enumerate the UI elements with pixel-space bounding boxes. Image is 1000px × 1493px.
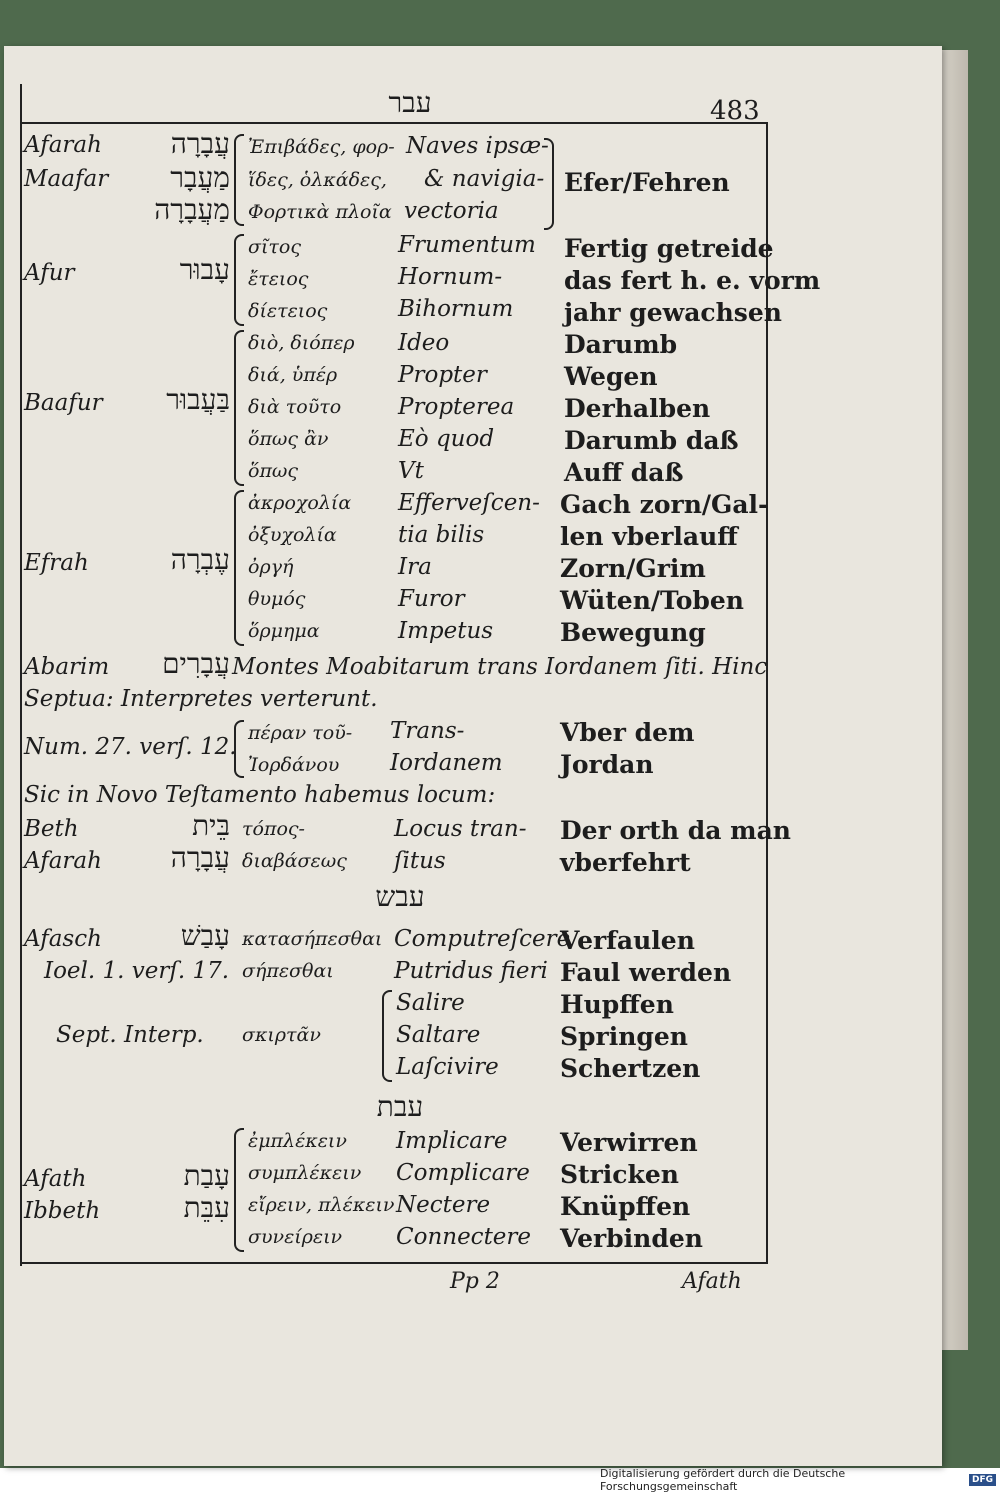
german-gloss: Hupffen bbox=[560, 990, 674, 1019]
scripture-reference: Num. 27. verſ. 12. bbox=[24, 734, 237, 760]
brace bbox=[234, 134, 244, 226]
brace bbox=[234, 720, 244, 778]
greek-term: ὅπως bbox=[248, 460, 299, 482]
brace bbox=[234, 1128, 244, 1252]
running-text: Septua: Interpretes verterunt. bbox=[24, 686, 378, 712]
latin-gloss: Computreſcere bbox=[394, 926, 571, 952]
greek-term: ἐμπλέκειν bbox=[248, 1130, 347, 1152]
german-gloss: Gach zorn/Gal- bbox=[560, 490, 769, 519]
german-gloss: Darumb daß bbox=[564, 426, 739, 455]
brace bbox=[234, 234, 244, 326]
latin-gloss: Connectere bbox=[396, 1224, 532, 1250]
greek-term: διά, ὑπέρ bbox=[248, 364, 338, 386]
latin-gloss: Impetus bbox=[398, 618, 494, 644]
headword-hebrew: בַּעֲבוּר bbox=[166, 383, 230, 416]
german-gloss: Vber dem bbox=[560, 718, 695, 747]
greek-term: διαβάσεως bbox=[242, 850, 347, 872]
digitization-credit bbox=[600, 1467, 996, 1493]
headword-latin: Afath bbox=[24, 1166, 87, 1192]
greek-term: κατασήπεσθαι bbox=[242, 928, 383, 950]
german-gloss: das fert h. e. vorm bbox=[564, 266, 821, 295]
german-gloss: Bewegung bbox=[560, 618, 706, 647]
headword-hebrew: עֲבָרָה bbox=[170, 127, 230, 160]
greek-term: ἔτειος bbox=[248, 268, 309, 290]
headword-hebrew: עִבֵּת bbox=[183, 1191, 230, 1224]
german-gloss: Jordan bbox=[560, 750, 654, 779]
greek-term: ὅπως ἂν bbox=[248, 428, 329, 450]
section-heading: עבש bbox=[375, 880, 425, 913]
greek-term: Ἐπιβάδες, φορ- bbox=[248, 136, 395, 158]
latin-gloss: ſitus bbox=[394, 848, 446, 874]
running-text: Montes Moabitarum trans Iordanem ſiti. Hinc bbox=[232, 654, 768, 680]
latin-gloss: & navigia- bbox=[424, 166, 545, 192]
brace bbox=[544, 138, 554, 230]
greek-term: συμπλέκειν bbox=[248, 1162, 362, 1184]
greek-term: συνείρειν bbox=[248, 1226, 343, 1248]
greek-term: τόπος- bbox=[242, 818, 305, 840]
headword-latin: Afarah bbox=[24, 132, 102, 158]
greek-term: σήπεσθαι bbox=[242, 960, 334, 982]
latin-gloss: Bihornum bbox=[398, 296, 514, 322]
headword-latin: Afasch bbox=[24, 926, 102, 952]
brace bbox=[234, 330, 244, 486]
headword-hebrew: עָבַשׁ bbox=[180, 919, 230, 952]
latin-gloss: Trans- bbox=[390, 718, 465, 744]
headword-latin: Afur bbox=[24, 260, 75, 286]
headword-hebrew: עֲבָרָה bbox=[170, 841, 230, 874]
dfg-logo: DFG bbox=[969, 1474, 996, 1486]
german-gloss: Wegen bbox=[564, 362, 658, 391]
greek-term: Φορτικὰ πλοῖα bbox=[248, 201, 392, 223]
greek-term: πέραν τοῦ- bbox=[248, 722, 353, 744]
frame-bottom-rule bbox=[20, 1262, 768, 1264]
headword-hebrew: עֶבְרָה bbox=[170, 543, 230, 576]
german-gloss: Darumb bbox=[564, 330, 678, 359]
signature-mark: Pp 2 bbox=[450, 1269, 500, 1294]
page-number: 483 bbox=[710, 96, 760, 126]
latin-gloss: Frumentum bbox=[398, 232, 536, 258]
german-gloss: Der orth da man bbox=[560, 816, 791, 845]
greek-term: δίετειος bbox=[248, 300, 328, 322]
greek-term: διὰ τοῦτο bbox=[248, 396, 342, 418]
german-gloss: Faul werden bbox=[560, 958, 732, 987]
frame-top-rule bbox=[20, 122, 768, 124]
german-gloss: Verfaulen bbox=[560, 926, 695, 955]
greek-term: ἀκροχολία bbox=[248, 492, 352, 514]
latin-gloss: Efferveſcen- bbox=[398, 490, 540, 516]
latin-gloss: Ira bbox=[398, 554, 432, 580]
german-gloss: Zorn/Grim bbox=[560, 554, 706, 583]
page-content bbox=[20, 84, 821, 1299]
latin-gloss: Implicare bbox=[396, 1128, 508, 1154]
german-gloss: Fertig getreide bbox=[564, 234, 774, 263]
german-gloss: Auff daß bbox=[564, 458, 684, 487]
german-gloss: Wüten/Toben bbox=[560, 586, 744, 615]
scripture-reference: Ioel. 1. verſ. 17. bbox=[44, 958, 230, 984]
latin-gloss: Iordanem bbox=[390, 750, 503, 776]
headword-latin: Beth bbox=[24, 816, 79, 842]
greek-term: Ἰορδάνου bbox=[248, 754, 340, 776]
running-text: Sic in Novo Teſtamento habemus locum: bbox=[24, 782, 496, 808]
headword-hebrew: בֵּית bbox=[192, 809, 230, 842]
greek-term: ὅρμημα bbox=[248, 620, 320, 642]
german-gloss: vberfehrt bbox=[560, 848, 691, 877]
latin-gloss: Complicare bbox=[396, 1160, 530, 1186]
greek-term: ἵδες, ὁλκάδες, bbox=[248, 169, 387, 191]
headword-hebrew: עֲבָרִים bbox=[162, 647, 230, 680]
credit-text: Digitalisierung gefördert durch die Deutsche Forschungsgemeinschaft bbox=[600, 1467, 846, 1493]
latin-gloss: Hornum- bbox=[398, 264, 503, 290]
headword-hebrew: מַעֲבָר bbox=[170, 161, 230, 194]
german-gloss: Derhalben bbox=[564, 394, 711, 423]
german-gloss: len vberlauff bbox=[560, 522, 738, 551]
catchword: Afath bbox=[682, 1269, 742, 1294]
german-gloss: Verwirren bbox=[560, 1128, 698, 1157]
latin-gloss: Laſcivire bbox=[396, 1054, 499, 1080]
headword-hebrew: עָבַת bbox=[183, 1159, 230, 1192]
next-page-edge bbox=[940, 50, 968, 1350]
latin-gloss: Putridus fieri bbox=[394, 958, 548, 984]
latin-gloss: Naves ipsæ- bbox=[406, 133, 549, 159]
headword-latin: Maafar bbox=[24, 166, 109, 192]
greek-term: σκιρτᾶν bbox=[242, 1024, 321, 1046]
running-head: עבר bbox=[388, 86, 432, 119]
latin-gloss: Propterea bbox=[398, 394, 515, 420]
latin-gloss: Locus tran- bbox=[394, 816, 527, 842]
latin-gloss: Nectere bbox=[396, 1192, 491, 1218]
greek-term: διὸ, διόπερ bbox=[248, 332, 355, 354]
latin-gloss: Furor bbox=[398, 586, 465, 612]
latin-gloss: tia bilis bbox=[398, 522, 485, 548]
greek-term: θυμός bbox=[248, 588, 306, 610]
latin-gloss: Eò quod bbox=[398, 426, 495, 452]
greek-term: σῖτος bbox=[248, 236, 302, 258]
brace bbox=[382, 990, 392, 1082]
german-gloss: jahr gewachsen bbox=[564, 298, 782, 327]
greek-term: εἴρειν, πλέκειν bbox=[248, 1194, 395, 1216]
headword-hebrew: עָבוּר bbox=[179, 253, 230, 286]
latin-gloss: Propter bbox=[398, 362, 487, 388]
latin-gloss: Saltare bbox=[396, 1022, 481, 1048]
german-gloss: Schertzen bbox=[560, 1054, 701, 1083]
headword-latin: Efrah bbox=[24, 550, 89, 576]
brace bbox=[234, 490, 244, 646]
greek-term: ὀξυχολία bbox=[248, 524, 337, 546]
headword-latin: Abarim bbox=[24, 654, 110, 680]
german-gloss: Efer/Fehren bbox=[564, 168, 730, 197]
headword-latin: Ibbeth bbox=[24, 1198, 101, 1224]
frame-left-rule bbox=[20, 84, 22, 1266]
headword-hebrew: מַעֲבָרָה bbox=[154, 193, 230, 226]
latin-gloss: Vt bbox=[398, 458, 424, 484]
german-gloss: Knüpffen bbox=[560, 1192, 691, 1221]
german-gloss: Springen bbox=[560, 1022, 688, 1051]
septuagint-note: Sept. Interp. bbox=[56, 1022, 204, 1048]
section-heading: עבת bbox=[376, 1090, 424, 1123]
latin-gloss: vectoria bbox=[404, 198, 499, 224]
german-gloss: Verbinden bbox=[560, 1224, 703, 1253]
greek-term: ὀργή bbox=[248, 556, 294, 578]
latin-gloss: Ideo bbox=[398, 330, 450, 356]
german-gloss: Stricken bbox=[560, 1160, 679, 1189]
headword-latin: Baafur bbox=[24, 390, 103, 416]
latin-gloss: Salire bbox=[396, 990, 465, 1016]
headword-latin: Afarah bbox=[24, 848, 102, 874]
